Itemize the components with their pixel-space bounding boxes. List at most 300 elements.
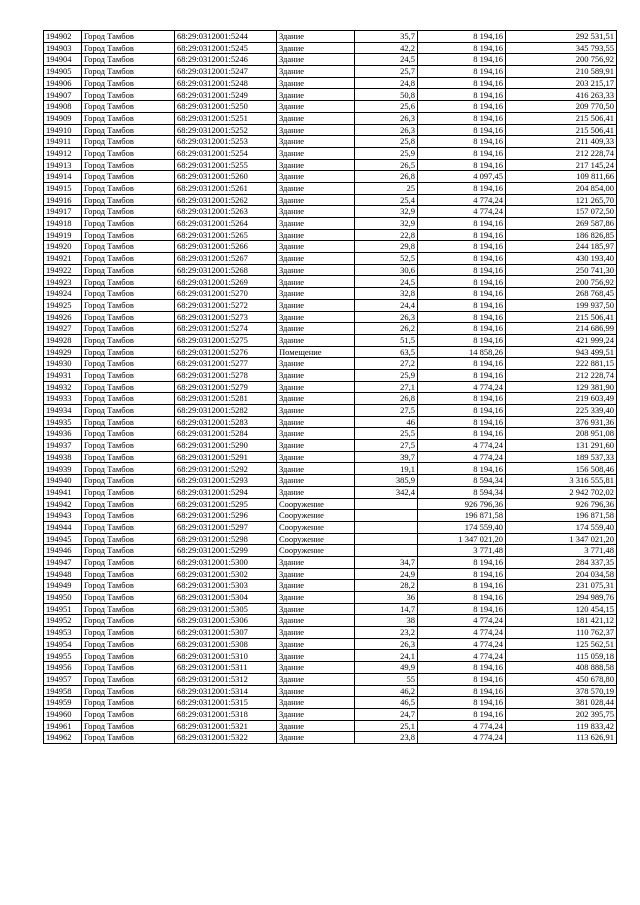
table-row <box>44 510 617 522</box>
unit-value-cell: 8 194,16 <box>418 673 506 685</box>
object-type-cell: Здание <box>277 627 355 639</box>
row-number-cell: 194905 <box>44 66 82 78</box>
unit-value-cell: 8 194,16 <box>418 311 506 323</box>
table-row <box>44 159 617 171</box>
city-cell: Город Тамбов <box>82 592 175 604</box>
row-number-cell: 194946 <box>44 545 82 557</box>
area-cell: 28,2 <box>355 580 418 592</box>
cadastral-number-cell: 68:29:0312001:5304 <box>175 592 277 604</box>
unit-value-cell: 4 774,24 <box>418 650 506 662</box>
cadastral-number-cell: 68:29:0312001:5273 <box>175 311 277 323</box>
unit-value-cell: 8 194,16 <box>418 42 506 54</box>
cadastral-value-cell: 378 570,19 <box>506 685 617 697</box>
cadastral-value-cell: 113 626,91 <box>506 732 617 744</box>
cadastral-value-cell: 119 833,42 <box>506 720 617 732</box>
row-number-cell: 194911 <box>44 136 82 148</box>
cadastral-value-cell: 284 337,35 <box>506 556 617 568</box>
cadastral-value-cell: 204 854,00 <box>506 182 617 194</box>
unit-value-cell: 8 594,34 <box>418 475 506 487</box>
unit-value-cell: 14 858,26 <box>418 346 506 358</box>
cadastral-value-cell: 2 942 702,02 <box>506 486 617 498</box>
unit-value-cell: 8 194,16 <box>418 264 506 276</box>
cadastral-number-cell: 68:29:0312001:5274 <box>175 323 277 335</box>
table-row <box>44 136 617 148</box>
cadastral-number-cell: 68:29:0312001:5296 <box>175 510 277 522</box>
cadastral-value-cell: 943 499,51 <box>506 346 617 358</box>
city-cell: Город Тамбов <box>82 533 175 545</box>
area-cell: 26,3 <box>355 112 418 124</box>
table-row <box>44 486 617 498</box>
cadastral-number-cell: 68:29:0312001:5303 <box>175 580 277 592</box>
cadastral-value-cell: 210 589,91 <box>506 66 617 78</box>
row-number-cell: 194923 <box>44 276 82 288</box>
city-cell: Город Тамбов <box>82 323 175 335</box>
area-cell: 52,5 <box>355 253 418 265</box>
area-cell: 26,8 <box>355 171 418 183</box>
city-cell: Город Тамбов <box>82 299 175 311</box>
city-cell: Город Тамбов <box>82 662 175 674</box>
table-row <box>44 673 617 685</box>
area-cell: 25,9 <box>355 147 418 159</box>
unit-value-cell: 4 774,24 <box>418 451 506 463</box>
cadastral-number-cell: 68:29:0312001:5307 <box>175 627 277 639</box>
area-cell <box>355 498 418 510</box>
city-cell: Город Тамбов <box>82 253 175 265</box>
row-number-cell: 194951 <box>44 603 82 615</box>
row-number-cell: 194916 <box>44 194 82 206</box>
object-type-cell: Здание <box>277 708 355 720</box>
object-type-cell: Здание <box>277 650 355 662</box>
cadastral-number-cell: 68:29:0312001:5261 <box>175 182 277 194</box>
table-row <box>44 416 617 428</box>
table-row <box>44 253 617 265</box>
city-cell: Город Тамбов <box>82 463 175 475</box>
unit-value-cell: 8 194,16 <box>418 182 506 194</box>
row-number-cell: 194940 <box>44 475 82 487</box>
cadastral-value-cell: 121 265,70 <box>506 194 617 206</box>
cadastral-value-cell: 215 506,41 <box>506 112 617 124</box>
row-number-cell: 194927 <box>44 323 82 335</box>
cadastral-number-cell: 68:29:0312001:5245 <box>175 42 277 54</box>
cadastral-number-cell: 68:29:0312001:5283 <box>175 416 277 428</box>
object-type-cell: Здание <box>277 580 355 592</box>
area-cell <box>355 533 418 545</box>
object-type-cell: Здание <box>277 101 355 113</box>
unit-value-cell: 8 194,16 <box>418 463 506 475</box>
object-type-cell: Здание <box>277 381 355 393</box>
unit-value-cell: 8 194,16 <box>418 369 506 381</box>
row-number-cell: 194948 <box>44 568 82 580</box>
table-row <box>44 521 617 533</box>
table-row <box>44 627 617 639</box>
cadastral-number-cell: 68:29:0312001:5295 <box>175 498 277 510</box>
object-type-cell: Здание <box>277 77 355 89</box>
row-number-cell: 194947 <box>44 556 82 568</box>
unit-value-cell: 8 194,16 <box>418 31 506 43</box>
cadastral-value-cell: 199 937,50 <box>506 299 617 311</box>
row-number-cell: 194954 <box>44 638 82 650</box>
cadastral-number-cell: 68:29:0312001:5302 <box>175 568 277 580</box>
object-type-cell: Здание <box>277 556 355 568</box>
table-row <box>44 381 617 393</box>
object-type-cell: Здание <box>277 89 355 101</box>
cadastral-value-cell: 231 075,31 <box>506 580 617 592</box>
unit-value-cell: 4 774,24 <box>418 615 506 627</box>
area-cell: 24,1 <box>355 650 418 662</box>
object-type-cell: Здание <box>277 218 355 230</box>
area-cell: 24,5 <box>355 276 418 288</box>
row-number-cell: 194932 <box>44 381 82 393</box>
area-cell: 342,4 <box>355 486 418 498</box>
object-type-cell: Здание <box>277 253 355 265</box>
cadastral-value-cell: 926 796,36 <box>506 498 617 510</box>
row-number-cell: 194953 <box>44 627 82 639</box>
city-cell: Город Тамбов <box>82 650 175 662</box>
row-number-cell: 194921 <box>44 253 82 265</box>
cadastral-number-cell: 68:29:0312001:5249 <box>175 89 277 101</box>
unit-value-cell: 3 771,48 <box>418 545 506 557</box>
city-cell: Город Тамбов <box>82 568 175 580</box>
unit-value-cell: 8 194,16 <box>418 136 506 148</box>
city-cell: Город Тамбов <box>82 89 175 101</box>
cadastral-value-cell: 202 395,75 <box>506 708 617 720</box>
table-row <box>44 592 617 604</box>
cadastral-number-cell: 68:29:0312001:5284 <box>175 428 277 440</box>
cadastral-value-cell: 203 215,17 <box>506 77 617 89</box>
table-row <box>44 334 617 346</box>
unit-value-cell: 8 194,16 <box>418 253 506 265</box>
table-row <box>44 218 617 230</box>
cadastral-value-cell: 109 811,66 <box>506 171 617 183</box>
object-type-cell: Здание <box>277 31 355 43</box>
cadastral-number-cell: 68:29:0312001:5305 <box>175 603 277 615</box>
area-cell: 24,9 <box>355 568 418 580</box>
row-number-cell: 194922 <box>44 264 82 276</box>
area-cell: 24,4 <box>355 299 418 311</box>
cadastral-number-cell: 68:29:0312001:5262 <box>175 194 277 206</box>
cadastral-number-cell: 68:29:0312001:5265 <box>175 229 277 241</box>
cadastral-value-cell: 430 193,40 <box>506 253 617 265</box>
city-cell: Город Тамбов <box>82 428 175 440</box>
object-type-cell: Здание <box>277 229 355 241</box>
table-row <box>44 54 617 66</box>
table-row <box>44 405 617 417</box>
unit-value-cell: 4 774,24 <box>418 381 506 393</box>
cadastral-number-cell: 68:29:0312001:5298 <box>175 533 277 545</box>
unit-value-cell: 8 194,16 <box>418 428 506 440</box>
object-type-cell: Здание <box>277 369 355 381</box>
object-type-cell: Здание <box>277 416 355 428</box>
area-cell: 32,9 <box>355 206 418 218</box>
cadastral-value-cell: 225 339,40 <box>506 405 617 417</box>
city-cell: Город Тамбов <box>82 54 175 66</box>
unit-value-cell: 8 194,16 <box>418 229 506 241</box>
cadastral-number-cell: 68:29:0312001:5253 <box>175 136 277 148</box>
row-number-cell: 194918 <box>44 218 82 230</box>
area-cell: 385,9 <box>355 475 418 487</box>
table-row <box>44 615 617 627</box>
unit-value-cell: 1 347 021,20 <box>418 533 506 545</box>
unit-value-cell: 8 194,16 <box>418 708 506 720</box>
table-body <box>44 31 617 744</box>
unit-value-cell: 8 194,16 <box>418 159 506 171</box>
cadastral-number-cell: 68:29:0312001:5254 <box>175 147 277 159</box>
table-row <box>44 206 617 218</box>
cadastral-number-cell: 68:29:0312001:5314 <box>175 685 277 697</box>
area-cell: 26,3 <box>355 311 418 323</box>
cadastral-number-cell: 68:29:0312001:5272 <box>175 299 277 311</box>
row-number-cell: 194909 <box>44 112 82 124</box>
object-type-cell: Здание <box>277 159 355 171</box>
city-cell: Город Тамбов <box>82 451 175 463</box>
unit-value-cell: 8 194,16 <box>418 77 506 89</box>
cadastral-number-cell: 68:29:0312001:5264 <box>175 218 277 230</box>
cadastral-value-cell: 125 562,51 <box>506 638 617 650</box>
unit-value-cell: 8 194,16 <box>418 603 506 615</box>
area-cell: 49,9 <box>355 662 418 674</box>
row-number-cell: 194931 <box>44 369 82 381</box>
object-type-cell: Здание <box>277 171 355 183</box>
unit-value-cell: 4 774,24 <box>418 194 506 206</box>
cadastral-value-cell: 381 028,44 <box>506 697 617 709</box>
row-number-cell: 194938 <box>44 451 82 463</box>
table-row <box>44 708 617 720</box>
table-row <box>44 685 617 697</box>
city-cell: Город Тамбов <box>82 381 175 393</box>
city-cell: Город Тамбов <box>82 241 175 253</box>
city-cell: Город Тамбов <box>82 159 175 171</box>
table-row <box>44 264 617 276</box>
city-cell: Город Тамбов <box>82 229 175 241</box>
city-cell: Город Тамбов <box>82 276 175 288</box>
table-row <box>44 580 617 592</box>
object-type-cell: Здание <box>277 486 355 498</box>
row-number-cell: 194902 <box>44 31 82 43</box>
table-row <box>44 662 617 674</box>
unit-value-cell: 8 194,16 <box>418 112 506 124</box>
table-row <box>44 66 617 78</box>
row-number-cell: 194959 <box>44 697 82 709</box>
cadastral-number-cell: 68:29:0312001:5311 <box>175 662 277 674</box>
row-number-cell: 194913 <box>44 159 82 171</box>
unit-value-cell: 8 194,16 <box>418 685 506 697</box>
city-cell: Город Тамбов <box>82 440 175 452</box>
object-type-cell: Здание <box>277 264 355 276</box>
object-type-cell: Здание <box>277 662 355 674</box>
row-number-cell: 194907 <box>44 89 82 101</box>
row-number-cell: 194961 <box>44 720 82 732</box>
row-number-cell: 194952 <box>44 615 82 627</box>
object-type-cell: Здание <box>277 463 355 475</box>
cadastral-value-cell: 211 409,33 <box>506 136 617 148</box>
table-row <box>44 358 617 370</box>
city-cell: Город Тамбов <box>82 603 175 615</box>
city-cell: Город Тамбов <box>82 627 175 639</box>
city-cell: Город Тамбов <box>82 112 175 124</box>
object-type-cell: Здание <box>277 732 355 744</box>
object-type-cell: Здание <box>277 288 355 300</box>
city-cell: Город Тамбов <box>82 311 175 323</box>
cadastral-number-cell: 68:29:0312001:5277 <box>175 358 277 370</box>
table-row <box>44 440 617 452</box>
unit-value-cell: 8 194,16 <box>418 218 506 230</box>
row-number-cell: 194935 <box>44 416 82 428</box>
area-cell: 22,8 <box>355 229 418 241</box>
cadastral-value-cell: 3 316 555,81 <box>506 475 617 487</box>
table-row <box>44 556 617 568</box>
area-cell: 46,5 <box>355 697 418 709</box>
cadastral-value-cell: 450 678,80 <box>506 673 617 685</box>
object-type-cell: Здание <box>277 697 355 709</box>
area-cell: 36 <box>355 592 418 604</box>
unit-value-cell: 4 774,24 <box>418 627 506 639</box>
cadastral-value-cell: 212 228,74 <box>506 147 617 159</box>
cadastral-number-cell: 68:29:0312001:5270 <box>175 288 277 300</box>
unit-value-cell: 8 194,16 <box>418 276 506 288</box>
unit-value-cell: 8 194,16 <box>418 405 506 417</box>
unit-value-cell: 4 774,24 <box>418 440 506 452</box>
cadastral-number-cell: 68:29:0312001:5246 <box>175 54 277 66</box>
cadastral-value-cell: 269 587,86 <box>506 218 617 230</box>
cadastral-value-cell: 200 756,92 <box>506 276 617 288</box>
cadastral-value-cell: 156 508,46 <box>506 463 617 475</box>
unit-value-cell: 4 774,24 <box>418 732 506 744</box>
city-cell: Город Тамбов <box>82 194 175 206</box>
unit-value-cell: 8 194,16 <box>418 124 506 136</box>
cadastral-value-cell: 110 762,37 <box>506 627 617 639</box>
cadastral-number-cell: 68:29:0312001:5318 <box>175 708 277 720</box>
object-type-cell: Здание <box>277 54 355 66</box>
area-cell: 25,9 <box>355 369 418 381</box>
row-number-cell: 194915 <box>44 182 82 194</box>
object-type-cell: Здание <box>277 147 355 159</box>
table-row <box>44 475 617 487</box>
cadastral-number-cell: 68:29:0312001:5299 <box>175 545 277 557</box>
row-number-cell: 194906 <box>44 77 82 89</box>
cadastral-number-cell: 68:29:0312001:5281 <box>175 393 277 405</box>
unit-value-cell: 8 194,16 <box>418 288 506 300</box>
area-cell: 50,8 <box>355 89 418 101</box>
cadastral-number-cell: 68:29:0312001:5269 <box>175 276 277 288</box>
city-cell: Город Тамбов <box>82 334 175 346</box>
row-number-cell: 194926 <box>44 311 82 323</box>
table-row <box>44 720 617 732</box>
cadastral-value-cell: 244 185,97 <box>506 241 617 253</box>
unit-value-cell: 196 871,58 <box>418 510 506 522</box>
table-row <box>44 568 617 580</box>
city-cell: Город Тамбов <box>82 206 175 218</box>
city-cell: Город Тамбов <box>82 369 175 381</box>
object-type-cell: Помещение <box>277 346 355 358</box>
area-cell: 26,5 <box>355 159 418 171</box>
row-number-cell: 194928 <box>44 334 82 346</box>
cadastral-value-cell: 200 756,92 <box>506 54 617 66</box>
row-number-cell: 194925 <box>44 299 82 311</box>
table-row <box>44 428 617 440</box>
object-type-cell: Здание <box>277 673 355 685</box>
area-cell: 19,1 <box>355 463 418 475</box>
unit-value-cell: 8 194,16 <box>418 568 506 580</box>
row-number-cell: 194930 <box>44 358 82 370</box>
cadastral-value-cell: 120 454,15 <box>506 603 617 615</box>
area-cell: 32,8 <box>355 288 418 300</box>
cadastral-number-cell: 68:29:0312001:5252 <box>175 124 277 136</box>
area-cell: 25,7 <box>355 66 418 78</box>
cadastral-value-cell: 376 931,36 <box>506 416 617 428</box>
area-cell: 24,5 <box>355 54 418 66</box>
cadastral-value-cell: 115 059,18 <box>506 650 617 662</box>
city-cell: Город Тамбов <box>82 136 175 148</box>
row-number-cell: 194937 <box>44 440 82 452</box>
unit-value-cell: 174 559,40 <box>418 521 506 533</box>
row-number-cell: 194934 <box>44 405 82 417</box>
table-row <box>44 545 617 557</box>
object-type-cell: Здание <box>277 720 355 732</box>
row-number-cell: 194956 <box>44 662 82 674</box>
area-cell: 25,6 <box>355 101 418 113</box>
cadastral-value-cell: 292 531,51 <box>506 31 617 43</box>
row-number-cell: 194912 <box>44 147 82 159</box>
table-row <box>44 182 617 194</box>
cadastral-value-cell: 212 228,74 <box>506 369 617 381</box>
city-cell: Город Тамбов <box>82 31 175 43</box>
cadastral-value-cell: 268 768,45 <box>506 288 617 300</box>
city-cell: Город Тамбов <box>82 638 175 650</box>
area-cell: 27,2 <box>355 358 418 370</box>
unit-value-cell: 8 194,16 <box>418 241 506 253</box>
table-row <box>44 194 617 206</box>
table-row <box>44 323 617 335</box>
cadastral-value-cell: 217 145,24 <box>506 159 617 171</box>
table-row <box>44 89 617 101</box>
table-row <box>44 393 617 405</box>
unit-value-cell: 4 774,24 <box>418 720 506 732</box>
object-type-cell: Здание <box>277 451 355 463</box>
row-number-cell: 194914 <box>44 171 82 183</box>
cadastral-value-cell: 129 381,90 <box>506 381 617 393</box>
unit-value-cell: 8 194,16 <box>418 580 506 592</box>
table-row <box>44 31 617 43</box>
area-cell: 25,1 <box>355 720 418 732</box>
row-number-cell: 194904 <box>44 54 82 66</box>
area-cell: 26,8 <box>355 393 418 405</box>
cadastral-number-cell: 68:29:0312001:5275 <box>175 334 277 346</box>
object-type-cell: Сооружение <box>277 498 355 510</box>
cadastral-value-cell: 345 793,55 <box>506 42 617 54</box>
city-cell: Город Тамбов <box>82 405 175 417</box>
area-cell: 29,8 <box>355 241 418 253</box>
object-type-cell: Здание <box>277 299 355 311</box>
table-row <box>44 229 617 241</box>
table-row <box>44 533 617 545</box>
unit-value-cell: 8 194,16 <box>418 416 506 428</box>
area-cell: 55 <box>355 673 418 685</box>
area-cell: 26,3 <box>355 638 418 650</box>
object-type-cell: Здание <box>277 334 355 346</box>
city-cell: Город Тамбов <box>82 685 175 697</box>
table-row <box>44 697 617 709</box>
area-cell: 34,7 <box>355 556 418 568</box>
area-cell: 23,2 <box>355 627 418 639</box>
unit-value-cell: 8 194,16 <box>418 358 506 370</box>
table-row <box>44 498 617 510</box>
table-row <box>44 171 617 183</box>
object-type-cell: Здание <box>277 66 355 78</box>
table-row <box>44 650 617 662</box>
city-cell: Город Тамбов <box>82 416 175 428</box>
object-type-cell: Здание <box>277 323 355 335</box>
cadastral-number-cell: 68:29:0312001:5293 <box>175 475 277 487</box>
